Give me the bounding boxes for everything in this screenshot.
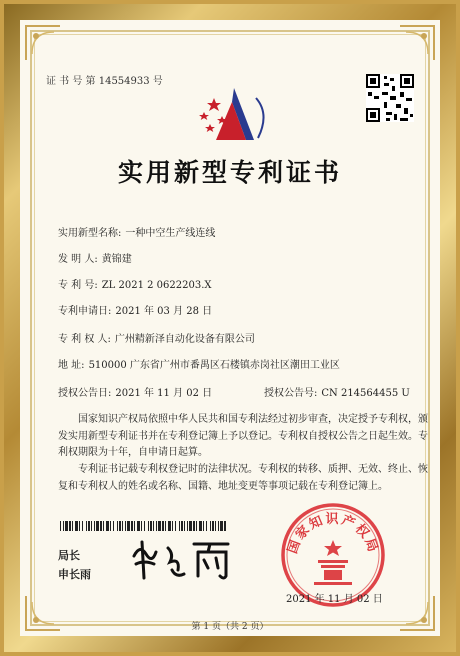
corner-ornament-icon <box>24 24 62 62</box>
certificate-number: 证 书 号 第 14554933 号 <box>46 76 163 87</box>
field-inventor <box>58 250 132 265</box>
field-patent-number <box>58 276 212 291</box>
svg-text:国家知识产权局: 国家知识产权局 <box>285 512 381 556</box>
field-value: 510000 广东省广州市番禺区石楼镇赤岗社区潮田工业区 <box>88 360 340 371</box>
barcode-icon <box>60 516 228 526</box>
field-label: 地 址: <box>58 360 85 371</box>
field-label: 发 明 人: <box>58 254 98 265</box>
field-value: 2021 年 11 月 02 日 <box>115 388 213 399</box>
page-number: 第 1 页（共 2 页） <box>191 622 269 632</box>
corner-ornament-icon <box>398 24 436 62</box>
certificate-page <box>20 20 440 636</box>
field-announcement-number <box>264 384 410 399</box>
field-value: ZL 2021 2 0622203.X <box>101 280 212 291</box>
field-label: 授权公告号: <box>264 388 318 399</box>
field-label: 授权公告日: <box>58 388 112 399</box>
field-label: 专 利 号: <box>58 280 98 291</box>
field-label: 专 利 权 人: <box>58 334 111 345</box>
field-label: 实用新型名称: <box>58 228 122 239</box>
field-application-date <box>58 302 212 317</box>
field-patentee <box>58 330 255 345</box>
signatory-name: 申长雨 <box>58 568 91 581</box>
signatory-title: 局长 <box>58 549 80 562</box>
field-value: 黄锦建 <box>101 254 132 265</box>
qr-code-icon <box>366 74 414 122</box>
handwritten-signature <box>128 534 238 584</box>
document-title: 实用新型专利证书 <box>117 158 342 187</box>
legal-paragraph: 国家知识产权局依照中华人民共和国专利法经过初步审查，决定授予专利权，颁发实用新型专利证书并在专利登记簿上予以登记。专利权自授权公告之日起生效。专利权期限为十年，自申请日起算。 <box>58 414 428 458</box>
field-value: CN 214564455 U <box>321 388 410 399</box>
field-value: 一种中空生产线连线 <box>125 228 216 239</box>
signatory-block <box>58 546 91 584</box>
cnipa-logo-icon <box>196 84 284 144</box>
field-value: 2021 年 03 月 28 日 <box>115 306 213 317</box>
field-utility-model-name <box>58 224 215 239</box>
field-address <box>58 356 340 371</box>
field-value: 广州精新泽自动化设备有限公司 <box>114 334 255 345</box>
legal-paragraph: 专利证书记载专利权登记时的法律状况。专利权的转移、质押、无效、终止、恢复和专利权人的姓名或名称、国籍、地址变更等事项记载在专利登记簿上。 <box>58 464 428 492</box>
field-label: 专利申请日: <box>58 306 112 317</box>
issue-date: 2021 年 11 月 02 日 <box>286 594 383 605</box>
field-grant-date <box>58 384 212 399</box>
